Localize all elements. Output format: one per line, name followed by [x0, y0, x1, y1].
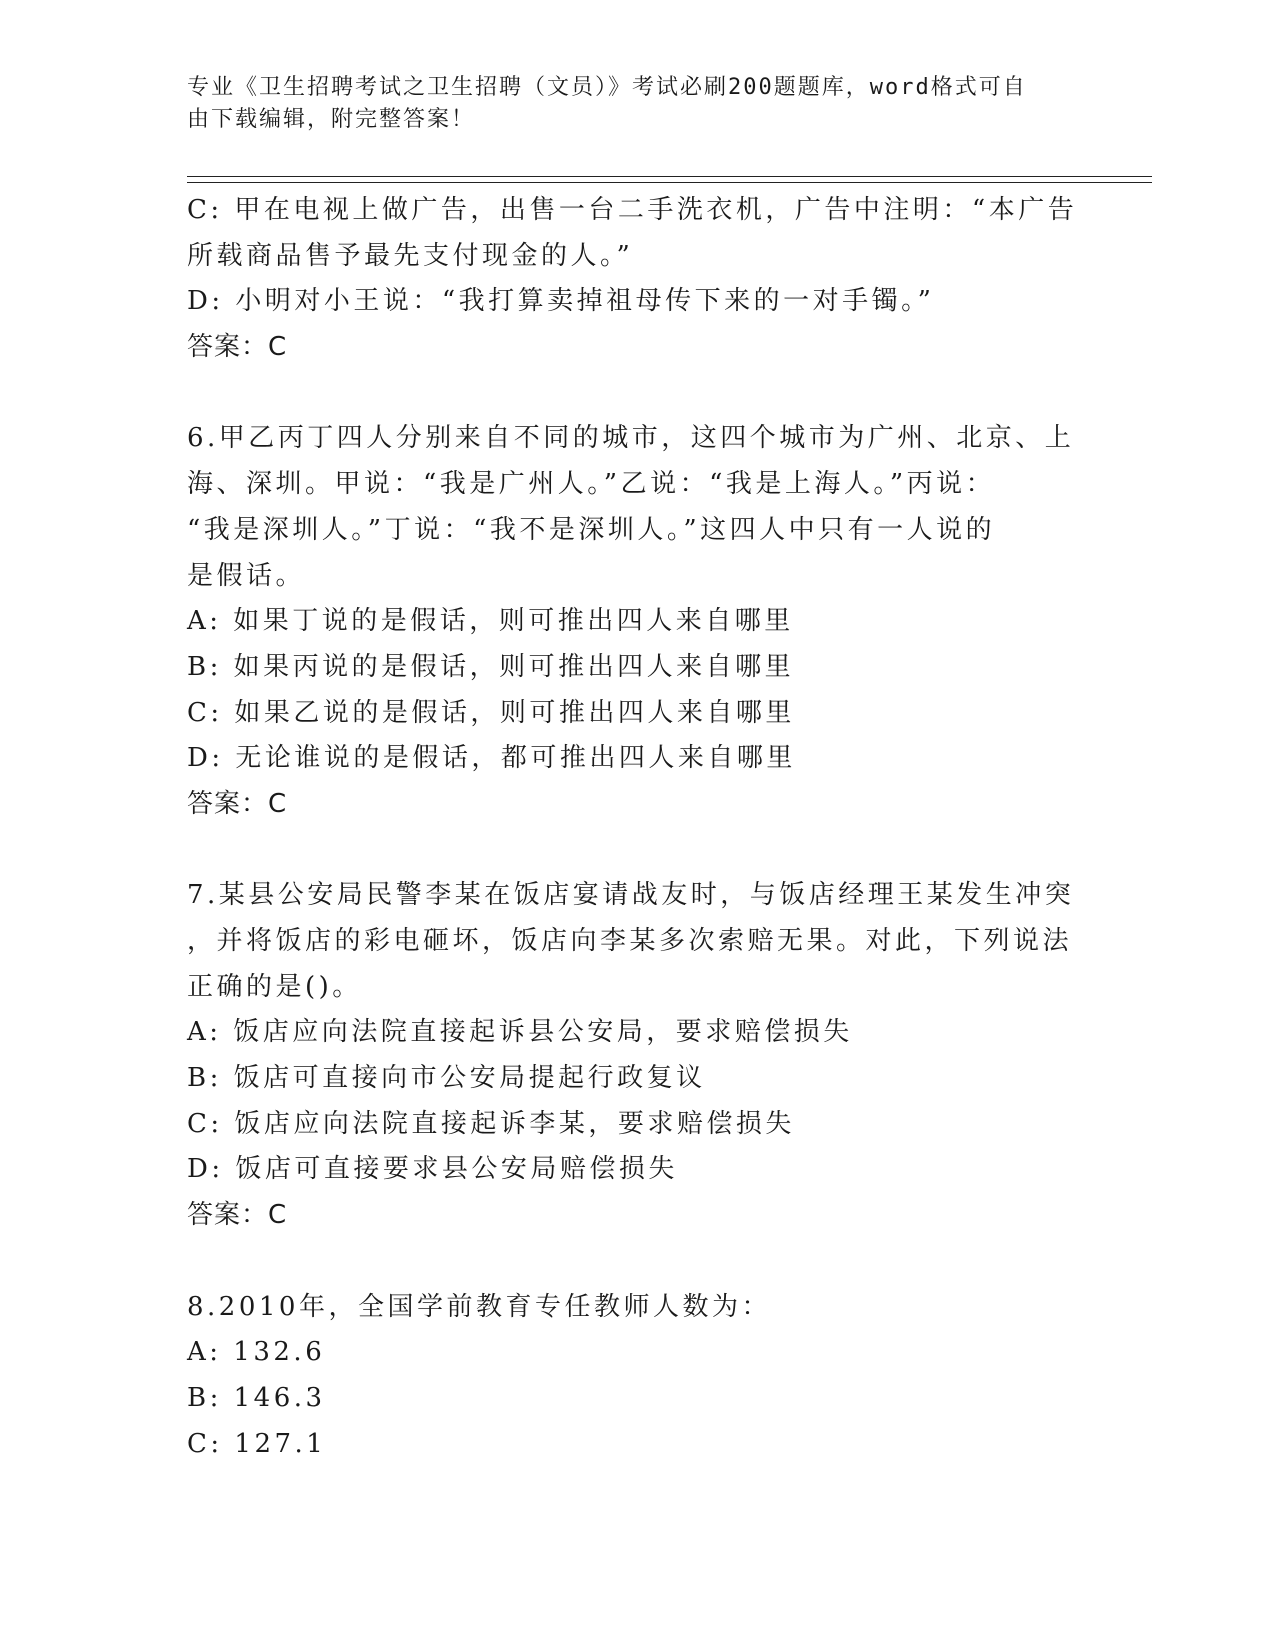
q7-option-a: A: 饭店应向法院直接起诉县公安局，要求赔偿损失: [187, 1017, 853, 1048]
q7-answer: 答案：C: [187, 1200, 288, 1231]
spacer: [187, 828, 1087, 874]
q7-option-b: B: 饭店可直接向市公安局提起行政复议: [187, 1063, 706, 1094]
q5-option-c-line-1: C: 甲在电视上做广告，出售一台二手洗衣机，广告中注明：“本广告: [187, 195, 1078, 225]
q6-option-a: A: 如果丁说的是假话，则可推出四人来自哪里: [187, 606, 794, 637]
question-8: [187, 1285, 1087, 1468]
q6-option-b: B: 如果丙说的是假话，则可推出四人来自哪里: [187, 651, 795, 682]
q6-stem-line-2: 海、深圳。甲说：“我是广州人。”乙说：“我是上海人。”丙说：: [187, 469, 996, 500]
q5-option-c-line-2: 所载商品售予最先支付现金的人。”: [187, 240, 634, 271]
question-6: [187, 416, 1087, 827]
q7-stem-line-2: ，并将饭店的彩电砸坏，饭店向李某多次索赔无果。对此，下列说法: [187, 926, 1073, 956]
q6-option-d: D: 无论谁说的是假话，都可推出四人来自哪里: [187, 743, 796, 774]
q5-option-d: D: 小明对小王说：“我打算卖掉祖母传下来的一对手镯。”: [187, 286, 935, 317]
q7-option-d: D: 饭店可直接要求县公安局赔偿损失: [187, 1154, 678, 1185]
q5-answer: 答案：C: [187, 332, 288, 363]
q8-option-a: A: 132.6: [187, 1337, 326, 1368]
q6-stem-line-3: “我是深圳人。”丁说：“我不是深圳人。”这四人中只有一人说的: [187, 514, 996, 545]
q6-stem-line-1: 6.甲乙丙丁四人分别来自不同的城市，这四个城市为广州、北京、上: [187, 423, 1075, 454]
header-divider-top: [187, 176, 1152, 177]
document-header: [187, 72, 1087, 136]
q8-stem-line-1: 8.2010年，全国学前教育专任教师人数为：: [187, 1291, 771, 1322]
q6-stem-line-4: 是假话。: [187, 560, 306, 591]
question-7: [187, 873, 1087, 1239]
header-divider-bottom: [187, 182, 1152, 183]
q7-stem-line-3: 正确的是()。: [187, 971, 362, 1002]
header-line-1: 专业《卫生招聘考试之卫生招聘（文员）》考试必刷200题题库，word格式可自: [187, 75, 1027, 100]
q7-option-c: C: 饭店应向法院直接起诉李某，要求赔偿损失: [187, 1108, 795, 1139]
spacer: [187, 371, 1087, 417]
header-line-2: 由下载编辑，附完整答案！: [187, 107, 476, 132]
q8-option-c: C: 127.1: [187, 1428, 327, 1459]
question-5-continued: [187, 188, 1087, 371]
q7-stem-line-1: 7.某县公安局民警李某在饭店宴请战友时，与饭店经理王某发生冲突: [187, 880, 1075, 911]
spacer: [187, 1239, 1087, 1285]
q6-option-c: C: 如果乙说的是假话，则可推出四人来自哪里: [187, 697, 795, 728]
q8-option-b: B: 146.3: [187, 1382, 326, 1413]
document-body: [187, 188, 1087, 1467]
q6-answer: 答案：C: [187, 788, 288, 819]
